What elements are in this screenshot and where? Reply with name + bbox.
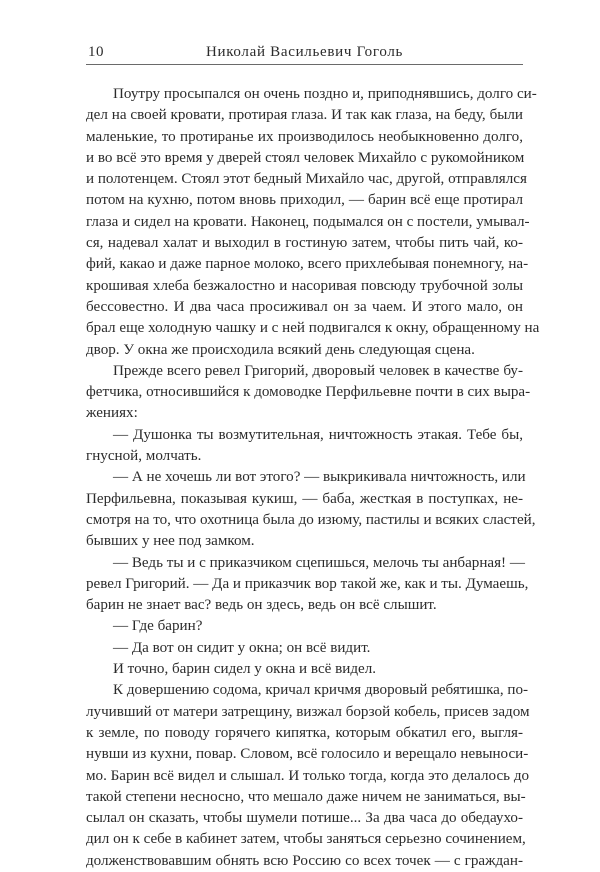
text-line: лучивший от матери затрещину, визжал борзой кобель, присев задом — [86, 703, 530, 720]
text-line: смотря на то, что охотница была до изюму, пастилы и всяких сластей, — [86, 511, 536, 528]
text-line: фий, какао и даже парное молоко, всего прихлебывая понемногу, на- — [86, 256, 529, 273]
text-line: брал еще холодную чашку и с ней подвигался к окну, обращенному на — [86, 320, 540, 337]
text-line: долженствовавшим обнять всю Россию со всех точек — с граждан- — [86, 852, 523, 869]
text-line: и полотенцем. Стоял этот бедный Михайло час, другой, отправлялся — [86, 171, 527, 188]
text-line: — Ведь ты и с приказчиком сцепишься, мелочь ты анбарная! — — [113, 554, 525, 571]
running-title: Николай Васильевич Гоголь — [205, 44, 404, 60]
text-line: — Где барин? — [113, 618, 203, 635]
text-line: ся, надевал халат и выходил в гостиную затем, чтобы пить чай, ко- — [86, 235, 523, 252]
text-line: — Душонка ты возмутительная, ничтожность этакая. Тебе бы, — [113, 426, 523, 443]
text-line: бессовестно. И два часа просиживал он за чаем. И этого мало, он — [86, 298, 523, 315]
text-line: — А не хочешь ли вот этого? — выкрикивала ничтожность, или — [113, 469, 526, 486]
text-line: глаза и сидел на кровати. Наконец, подымался он с постели, умывал- — [86, 213, 530, 230]
text-line: двор. У окна же происходила всякий день следующая сцена. — [86, 341, 475, 358]
text-line: И точно, барин сидел у окна и всё видел. — [113, 661, 377, 678]
text-line: ревел Григорий. — Да и приказчик вор такой же, как и ты. Думаешь, — [86, 575, 529, 592]
text-line: такой степени несносно, что мешало даже ничем не заниматься, вы- — [86, 788, 526, 805]
text-line: Прежде всего ревел Григорий, дворовый человек в качестве бу- — [113, 362, 523, 379]
text-line: потом на кухню, потом вновь приходил, — барин всё еще протирал — [86, 192, 523, 209]
body-text — [86, 84, 540, 872]
text-line: гнусной, молчать. — [86, 448, 202, 465]
text-line: дил он к себе в кабинет затем, чтобы заняться серьезно сочинением, — [86, 831, 526, 848]
text-line: мо. Барин всё видел и слышал. И только тогда, когда это делалось до — [86, 767, 530, 784]
running-header — [86, 42, 523, 65]
text-line: фетчика, относившийся к домоводке Перфильевне почти в сих выра- — [86, 384, 531, 401]
text-line: Поутру просыпался он очень поздно и, приподнявшись, долго си- — [113, 86, 537, 102]
text-line: нувши из кухни, повар. Словом, всё голосило и верещало невыноси- — [86, 746, 529, 763]
text-line: крошивая хлеба безжалостно и насоривая повсюду трубочной золы — [86, 277, 523, 294]
text-line: сылал он сказать, чтобы шумели потише... За два часа до обедаухо- — [86, 810, 523, 827]
text-line: барин не знает вас? ведь он здесь, ведь он всё слышит. — [86, 597, 437, 614]
page-number: 10 — [88, 44, 104, 60]
text-line: к земле, по поводу горячего кипятка, которым обкатил его, выгля- — [86, 724, 523, 741]
text-line: маленькие, то протиранье их производилось необыкновенно долго, — [86, 128, 523, 145]
text-line: Перфильевна, показывая кукиш, — баба, жесткая в поступках, не- — [86, 490, 523, 507]
text-line: — Да вот он сидит у окна; он всё видит. — [113, 639, 371, 656]
text-line: К довершению содома, кричал кричмя дворовый ребятишка, по- — [113, 682, 529, 699]
text-line: жениях: — [86, 405, 138, 422]
text-line: и во всё это время у дверей стоял человек Михайло с рукомойником — [86, 149, 525, 166]
text-line: дел на своей кровати, протирая глаза. И так как глаза, на беду, были — [86, 107, 523, 124]
text-line: бывших у нее под замком. — [86, 533, 255, 550]
